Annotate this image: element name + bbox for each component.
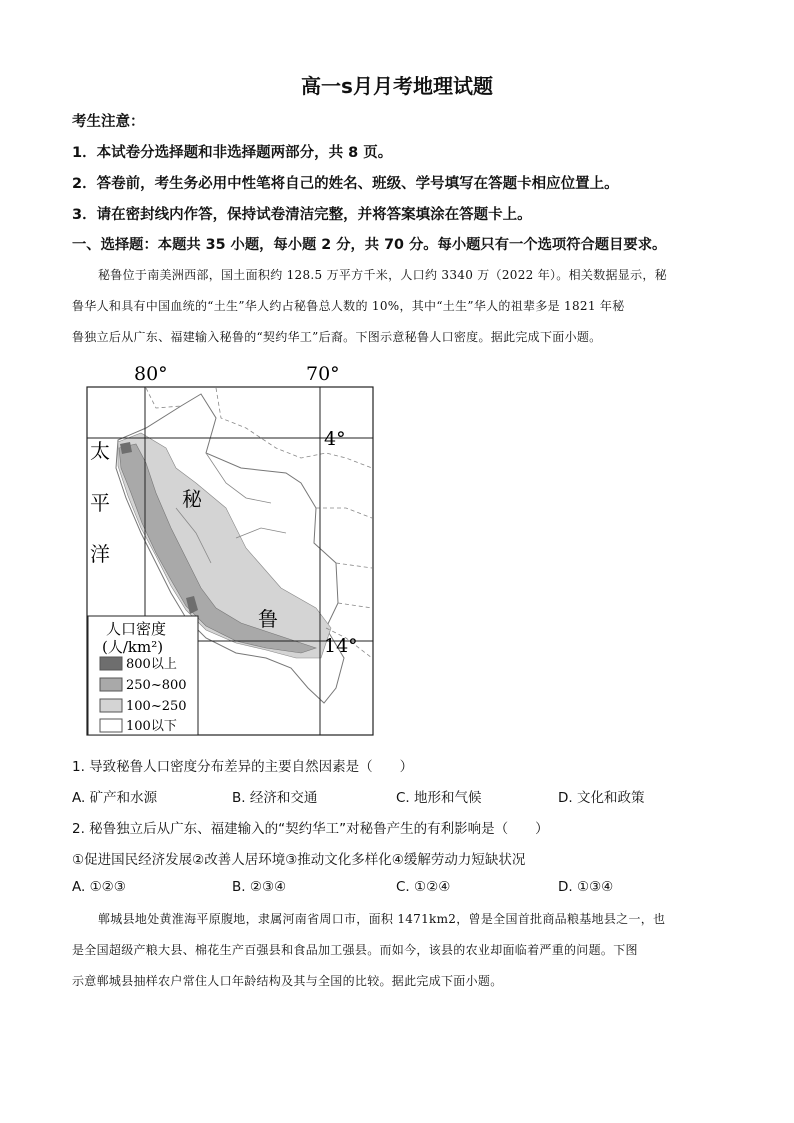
longitude-label: 70° [306,363,340,385]
option-b[interactable]: B. ②③④ [232,879,287,895]
question-stem: 2. 秘鲁独立后从广东、福建输入的“契约华工”对秘鲁产生的有利影响是（ ） [72,821,549,837]
legend-label: 100以下 [126,719,177,734]
question-stem: 1. 导致秘鲁人口密度分布差异的主要自然因素是（ ） [72,759,414,775]
option-a[interactable]: A. ①②③ [72,879,126,895]
legend-label: 250~800 [126,678,187,693]
passage-line: 鲁华人和具有中国血统的“土生”华人约占秘鲁总人数的 10%，其中“土生”华人的祖辈多是 1821 年秘 [72,299,625,313]
notice-heading: 考生注意： [72,114,145,130]
passage-line: 示意郸城县抽样农户常住人口年龄结构及其与全国的比较。据此完成下面小题。 [72,974,503,988]
notice-item: 2．答卷前，考生务必用中性笔将自己的姓名、班级、学号填写在答题卡相应位置上。 [72,176,619,192]
ocean-label: 洋 [90,542,110,566]
legend-label: 800以上 [126,657,177,672]
option-d[interactable]: D. ①③④ [558,879,614,895]
passage-line: 是全国超级产粮大县、棉花生产百强县和食品加工强县。而如今，该县的农业却面临着严重的问题。下图 [72,943,638,957]
question-statements: ①促进国民经济发展②改善人居环境③推动文化多样化④缓解劳动力短缺状况 [72,852,526,868]
legend-swatch [100,678,122,691]
passage-line: 鲁独立后从广东、福建输入秘鲁的“契约华工”后裔。下图示意秘鲁人口密度。据此完成下面小题。 [72,330,602,344]
option-d[interactable]: D. 文化和政策 [558,790,645,806]
option-c[interactable]: C. ①②④ [396,879,451,895]
ocean-label: 平 [90,491,110,515]
country-label: 秘 [182,487,202,511]
option-a[interactable]: A. 矿产和水源 [72,790,158,806]
notice-item: 1．本试卷分选择题和非选择题两部分，共 8 页。 [72,145,393,161]
passage-line: 郸城县地处黄淮海平原腹地，隶属河南省周口市，面积 1471km2，曾是全国首批商品粮基地县之一，也 [98,912,666,926]
ocean-label: 太 [90,439,110,463]
legend-title: 人口密度 [106,620,167,638]
legend-swatch [100,657,122,670]
option-b[interactable]: B. 经济和交通 [232,790,318,806]
legend-unit: (人/km²) [102,638,164,656]
legend-label: 100~250 [126,699,187,714]
latitude-label: 14° [324,635,358,657]
passage-line: 秘鲁位于南美洲西部，国土面积约 128.5 万平方千米，人口约 3340 万（2022 年）。相关数据显示，秘 [98,268,668,282]
option-c[interactable]: C. 地形和气候 [396,790,482,806]
latitude-label: 4° [324,428,346,450]
legend-swatch [100,719,122,732]
country-label: 鲁 [258,607,278,631]
peru-population-map [86,358,376,736]
longitude-label: 80° [134,363,168,385]
section-heading: 一、选择题：本题共 35 小题，每小题 2 分，共 70 分。每小题只有一个选项符合题目要求。 [72,237,667,253]
map-legend [88,616,198,735]
legend-swatch [100,699,122,712]
page-title: 高一s月月考地理试题 [301,74,493,98]
notice-item: 3．请在密封线内作答，保持试卷清洁完整，并将答案填涂在答题卡上。 [72,207,532,223]
